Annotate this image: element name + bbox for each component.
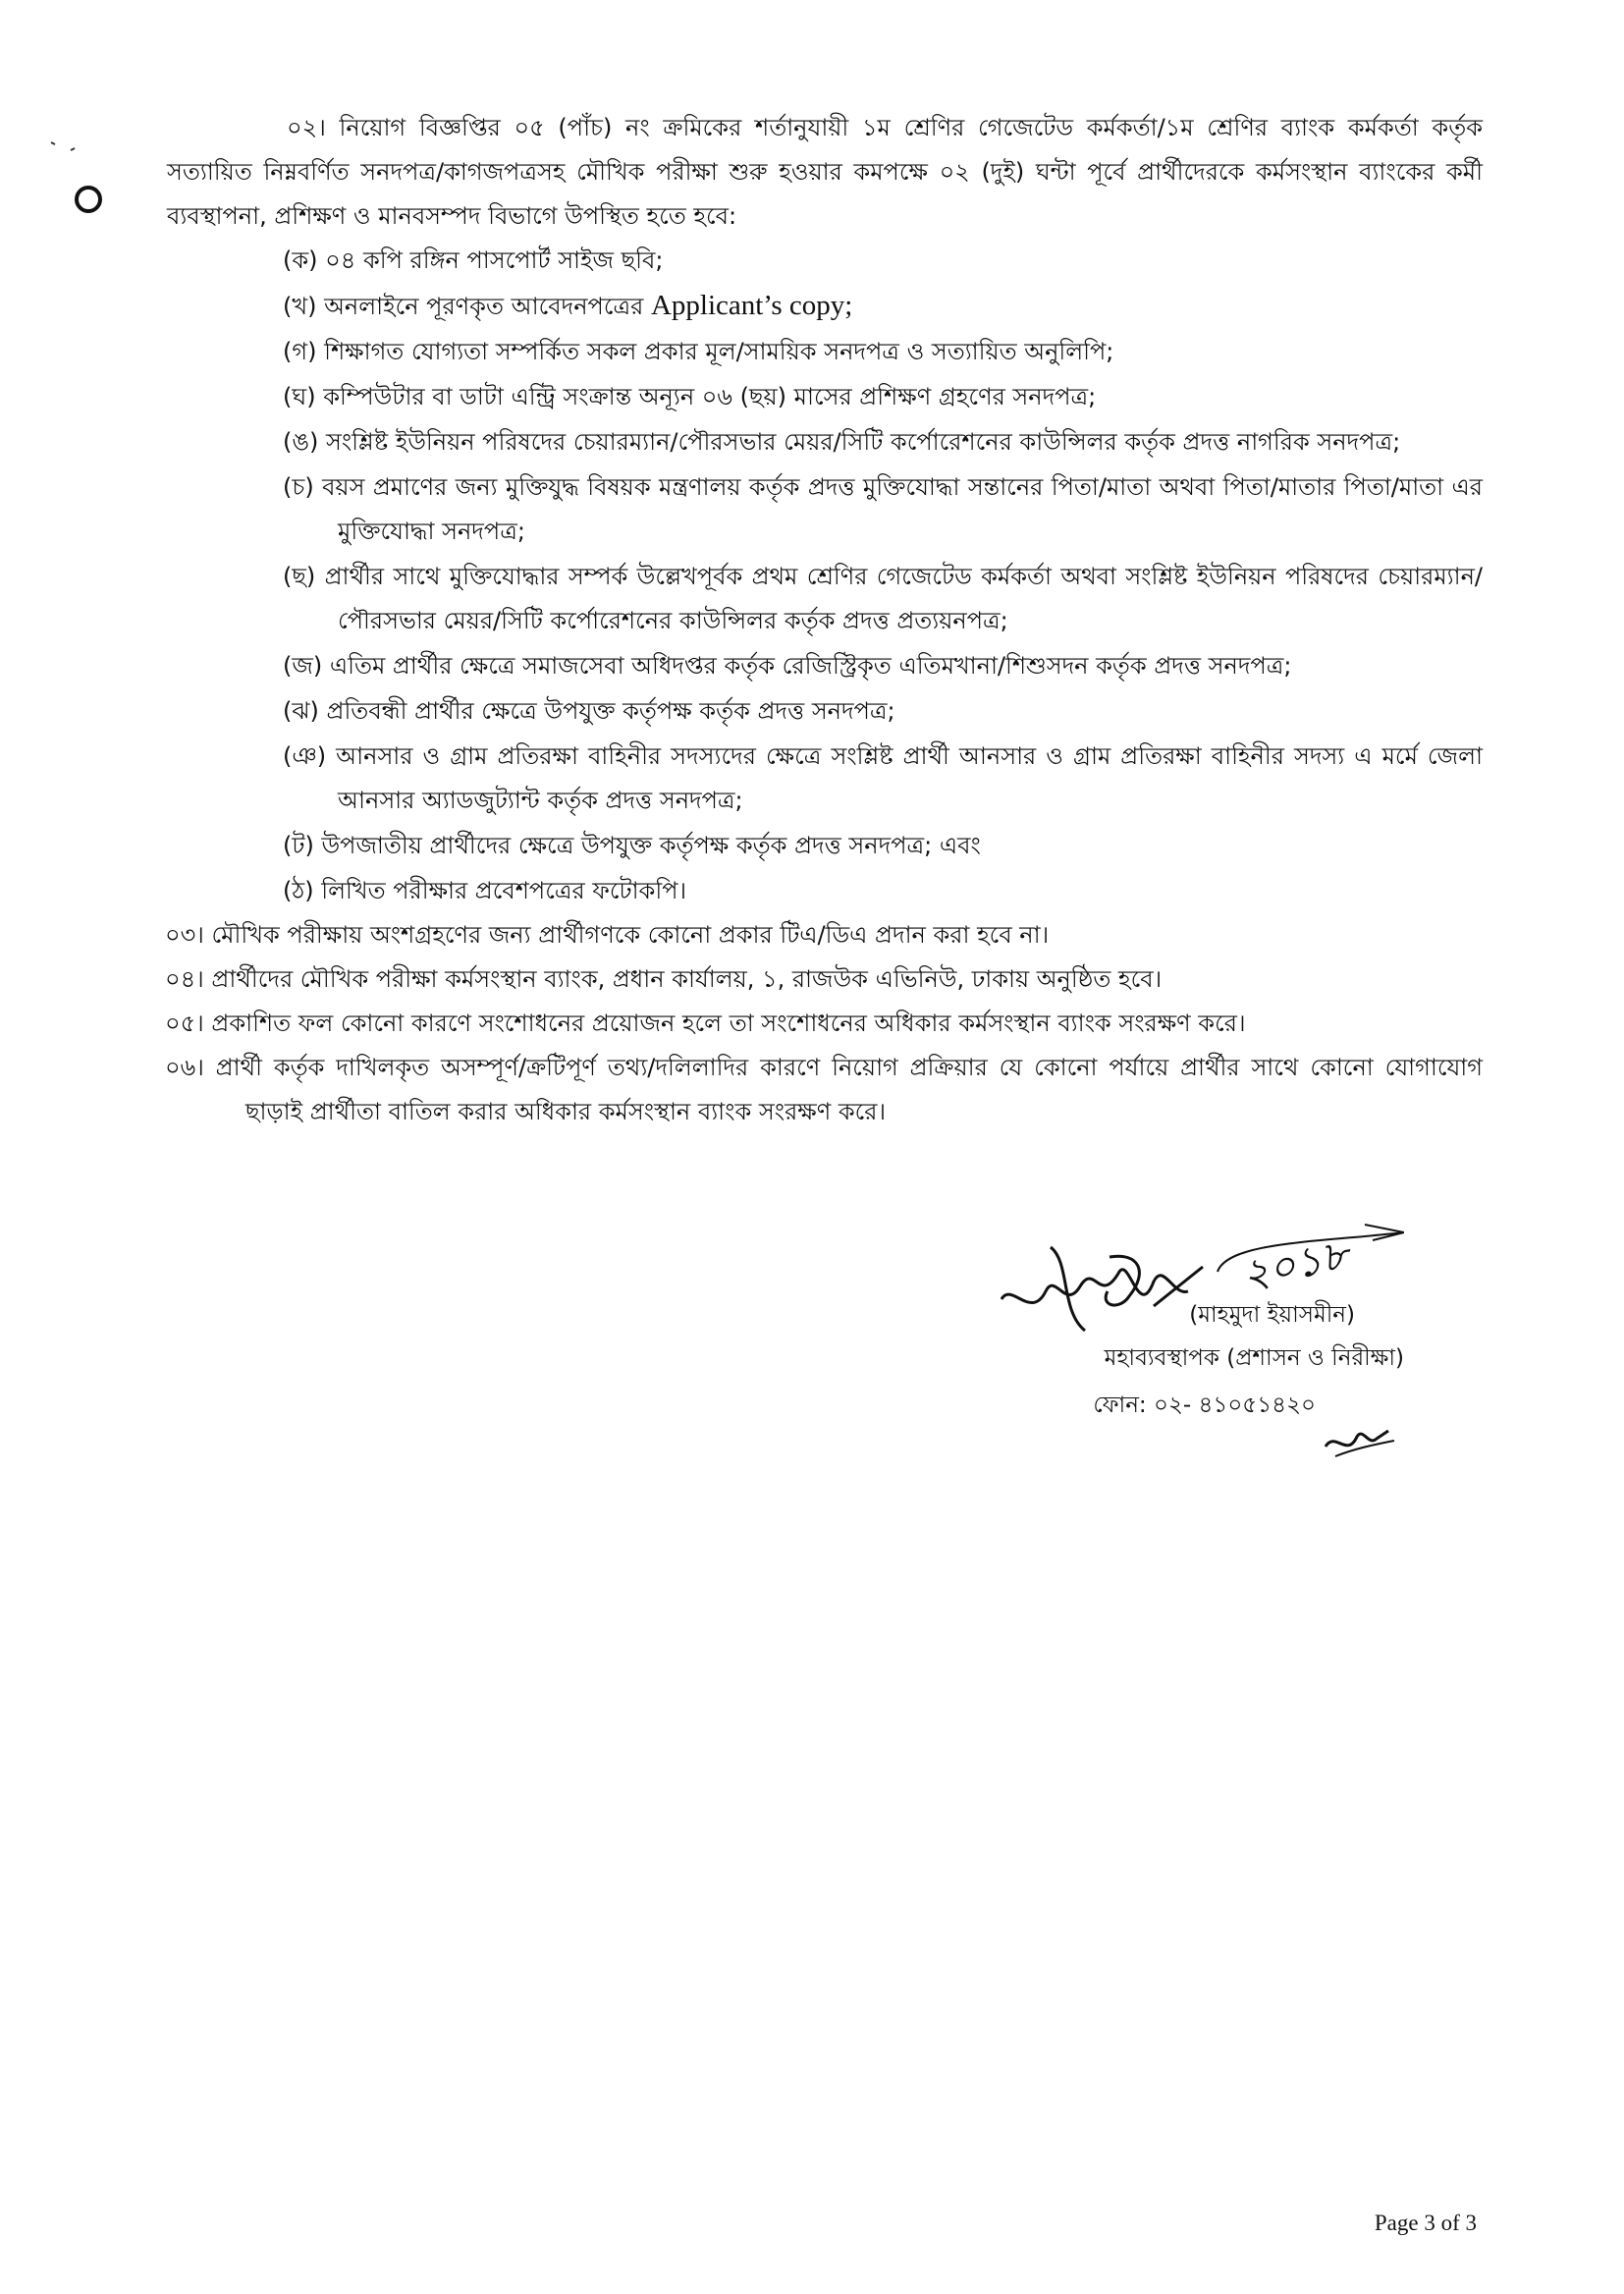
- clause: [165, 1002, 1483, 1046]
- clause-text: প্রার্থী কর্তৃক দাখিলকৃত অসম্পূর্ণ/ক্রটিপূর্ণ তথ্য/দলিলাদির কারণে নিয়োগ প্রক্রিয়ার যে কোনো পর্যায়ে প্রার্থীর সাথে কোনো যোগাযোগ ছাড়াই প্রার্থীতা বাতিল করার অধিকার কর্মসংস্থান ব্যাংক সংরক্ষণ করে।: [215, 1054, 1483, 1125]
- clause-number: ০৬।: [165, 1054, 204, 1081]
- clause-number: ০৩।: [165, 921, 204, 949]
- item-label: (ছ): [283, 563, 316, 590]
- list-item: [283, 824, 1483, 868]
- list-item: [283, 735, 1483, 823]
- item-text: লিখিত পরীক্ষার প্রবেশপত্রের ফটোকপি।: [321, 877, 687, 904]
- document-checklist: [283, 239, 1483, 913]
- punch-hole-mark: [77, 188, 100, 211]
- list-item: [283, 284, 1483, 329]
- item-text: কম্পিউটার বা ডাটা এন্ট্রি সংক্রান্ত অন্যূন ০৬ (ছয়) মাসের প্রশিক্ষণ গ্রহণের সনদপত্র;: [323, 383, 1097, 410]
- scan-dash: [71, 148, 75, 150]
- list-item: [283, 330, 1483, 374]
- clause-text: প্রকাশিত ফল কোনো কারণে সংশোধনের প্রয়োজন হলে তা সংশোধনের অধিকার কর্মসংস্থান ব্যাংক সংরক্ষণ করে।: [211, 1010, 1246, 1037]
- intro-paragraph: [167, 106, 1483, 239]
- item-label: (খ): [283, 293, 317, 320]
- signature-date: ২০১৮: [1237, 1229, 1353, 1299]
- clause: [165, 1046, 1483, 1134]
- list-item: [283, 420, 1483, 464]
- scan-marks: [39, 69, 118, 226]
- signatory-phone: ফোন: ০২- ৪১০৫১৪২০: [1093, 1393, 1316, 1418]
- paragraph-number: ০২।: [287, 114, 326, 141]
- item-text: সংশ্লিষ্ট ইউনিয়ন পরিষদের চেয়ারম্যান/পৌরসভার মেয়র/সিটি কর্পোরেশনের কাউন্সিলর কর্তৃক প্রদত্ত নাগরিক সনদপত্র;: [325, 428, 1401, 456]
- item-label: (চ): [283, 473, 314, 501]
- item-text: বয়স প্রমাণের জন্য মুক্তিযুদ্ধ বিষয়ক মন্ত্রণালয় কর্তৃক প্রদত্ত মুক্তিযোদ্ধা সন্তানের পিতা/মাতা অথবা পিতা/মাতার পিতা/মাতা এর মুক্তিযোদ্ধা সনদপত্র;: [322, 473, 1483, 545]
- item-text: প্রতিবন্ধী প্রার্থীর ক্ষেত্রে উপযুক্ত কর্তৃপক্ষ কর্তৃক প্রদত্ত সনদপত্র;: [326, 697, 895, 725]
- clause-number: ০৪।: [165, 965, 204, 993]
- list-item: [283, 644, 1483, 688]
- item-text: অনলাইনে পূরণকৃত আবেদনপত্রের: [324, 293, 644, 320]
- item-label: (ঙ): [283, 428, 319, 456]
- signature-block: [992, 1213, 1404, 1478]
- clause-text: মৌখিক পরীক্ষায় অংশগ্রহণের জন্য প্রার্থীগণকে কোনো প্রকার টিএ/ডিএ প্রদান করা হবে না।: [211, 921, 1050, 949]
- item-label: (ট): [283, 832, 314, 859]
- item-label: (ঝ): [283, 697, 319, 725]
- scan-dash: [51, 142, 55, 144]
- clause: [165, 913, 1483, 957]
- item-text: এতিম প্রার্থীর ক্ষেত্রে সমাজসেবা অধিদপ্তর কর্তৃক রেজিস্ট্রিকৃত এতিমখানা/শিশুসদন কর্তৃক প্রদত্ত সনদপত্র;: [329, 652, 1292, 680]
- list-item: [283, 465, 1483, 554]
- list-item: [283, 869, 1483, 913]
- item-latin-text: Applicant’s copy;: [650, 290, 853, 321]
- list-item: [283, 689, 1483, 734]
- signatory-designation: মহাব্যবস্থাপক (প্রশাসন ও নিরীক্ষা): [1104, 1345, 1404, 1371]
- clause: [165, 957, 1483, 1002]
- item-text: ০৪ কপি রঙ্গিন পাসপোর্ট সাইজ ছবি;: [325, 246, 664, 274]
- item-label: (গ): [283, 338, 317, 365]
- paragraph-text: নিয়োগ বিজ্ঞপ্তির ০৫ (পাঁচ) নং ক্রমিকের শর্তানুযায়ী ১ম শ্রেণির গেজেটেড কর্মকর্তা/১ম শ্রেণির ব্যাংক কর্মকর্তা কর্তৃক সত্যায়িত নিম্নবর্ণিত সনদপত্র/কাগজপত্রসহ মৌখিক পরীক্ষা শুরু হওয়ার কমপক্ষে ০২ (দুই) ঘন্টা পূর্বে প্রার্থীদেরকে কর্মসংস্থান ব্যাংকের কর্মী ব্যবস্থাপনা, প্রশিক্ষণ ও মানবসম্পদ বিভাগে উপস্থিত হতে হবে:: [167, 114, 1483, 230]
- item-text: শিক্ষাগত যোগ্যতা সম্পর্কিত সকল প্রকার মূল/সাময়িক সনদপত্র ও সত্যায়িত অনুলিপি;: [324, 338, 1114, 365]
- item-text: আনসার ও গ্রাম প্রতিরক্ষা বাহিনীর সদস্যদের ক্ষেত্রে সংশ্লিষ্ট প্রার্থী আনসার ও গ্রাম প্রতিরক্ষা বাহিনীর সদস্য এ মর্মে জেলা আনসার অ্যাডজুট্যান্ট কর্তৃক প্রদত্ত সনদপত্র;: [336, 742, 1483, 814]
- numbered-clauses: [165, 913, 1483, 1134]
- list-item: [283, 555, 1483, 643]
- item-text: প্রার্থীর সাথে মুক্তিযোদ্ধার সম্পর্ক উল্লেখপূর্বক প্রথম শ্রেণির গেজেটেড কর্মকর্তা অথবা সংশ্লিষ্ট ইউনিয়ন পরিষদের চেয়ারম্যান/পৌরসভার মেয়র/সিটি কর্পোরেশনের কাউন্সিলর কর্তৃক প্রদত্ত প্রত্যয়নপত্র;: [324, 563, 1483, 634]
- list-item: [283, 375, 1483, 419]
- page-number: Page 3 of 3: [1374, 2211, 1477, 2235]
- item-label: (জ): [283, 652, 323, 680]
- letter-body: [167, 106, 1483, 1134]
- initials-stroke: [1335, 1441, 1394, 1456]
- item-label: (ঞ): [283, 742, 327, 770]
- list-item: [283, 239, 1483, 283]
- item-label: (ঠ): [283, 877, 314, 904]
- clause-text: প্রার্থীদের মৌখিক পরীক্ষা কর্মসংস্থান ব্যাংক, প্রধান কার্যালয়, ১, রাজউক এভিনিউ, ঢাকায় অনুষ্ঠিত হবে।: [211, 965, 1163, 993]
- item-text: উপজাতীয় প্রার্থীদের ক্ষেত্রে উপযুক্ত কর্তৃপক্ষ কর্তৃক প্রদত্ত সনদপত্র; এবং: [321, 832, 981, 859]
- item-label: (ক): [283, 246, 318, 274]
- clause-number: ০৫।: [165, 1010, 204, 1037]
- signatory-name: (মাহমুদা ইয়াসমীন): [1189, 1302, 1355, 1328]
- item-label: (ঘ): [283, 383, 316, 410]
